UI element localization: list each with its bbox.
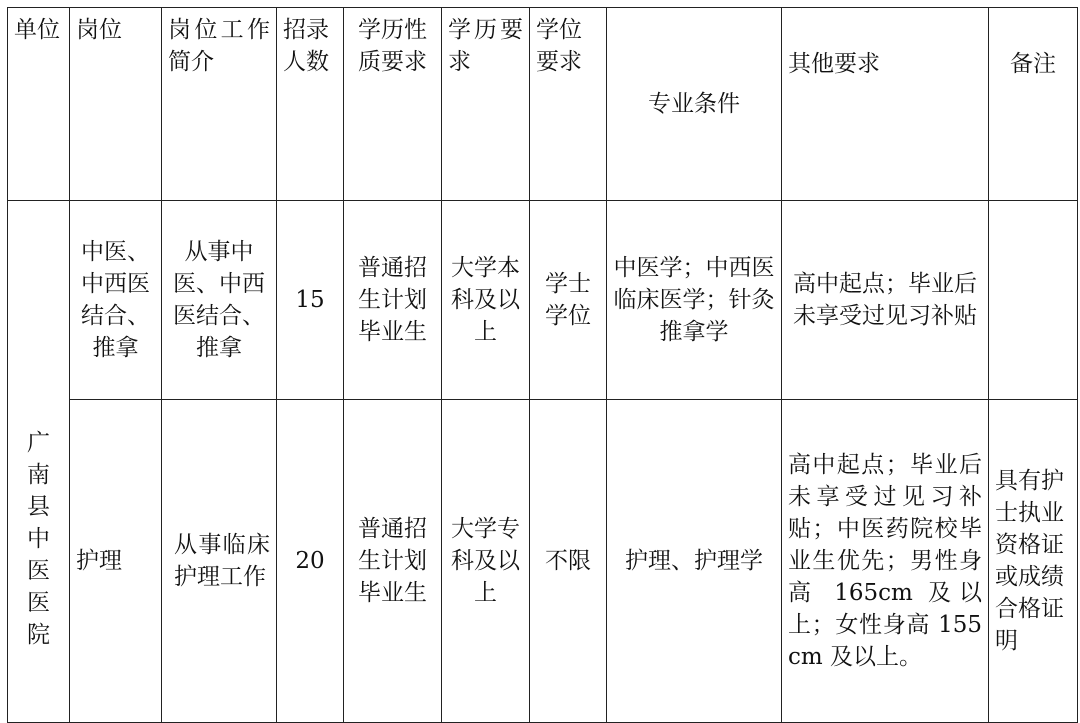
header-unit: 单位 <box>8 8 70 201</box>
count-cell: 15 <box>277 201 344 400</box>
header-other: 其他要求 <box>782 8 989 201</box>
position-cell: 护理 <box>70 400 162 723</box>
header-remark: 备注 <box>989 8 1078 201</box>
degree-req-cell: 不限 <box>530 400 607 723</box>
remark-cell: 具有护士执业资格证或成绩合格证明 <box>989 400 1078 723</box>
edu-nature-cell: 普通招生计划毕业生 <box>344 400 442 723</box>
edu-req-cell: 大学专科及以上 <box>442 400 530 723</box>
header-position: 岗位 <box>70 8 162 201</box>
major-cell: 护理、护理学 <box>607 400 782 723</box>
header-edu-nature: 学历性质要求 <box>344 8 442 201</box>
major-cell: 中医学；中西医临床医学；针灸推拿学 <box>607 201 782 400</box>
other-cell: 高中起点；毕业后未享受过见习补贴；中医药院校毕业生优先；男性身高 165cm 及以上；女性身高 155cm 及以上。 <box>782 400 989 723</box>
job-desc-cell: 从事临床护理工作 <box>162 400 277 723</box>
recruitment-table <box>7 7 1078 723</box>
count-cell: 20 <box>277 400 344 723</box>
job-desc-cell: 从事中医、中西医结合、推拿 <box>162 201 277 400</box>
other-cell: 高中起点；毕业后未享受过见习补贴 <box>782 201 989 400</box>
header-degree-req: 学位要求 <box>530 8 607 201</box>
header-major: 专业条件 <box>607 8 782 201</box>
edu-req-cell: 大学本科及以上 <box>442 201 530 400</box>
position-cell: 中医、中西医结合、推拿 <box>70 201 162 400</box>
remark-cell <box>989 201 1078 400</box>
header-edu-req: 学历要求 <box>442 8 530 201</box>
table-row <box>8 400 1078 723</box>
degree-req-cell: 学士学位 <box>530 201 607 400</box>
unit-cell <box>8 201 70 723</box>
table-row <box>8 201 1078 400</box>
header-job-desc: 岗位工作简介 <box>162 8 277 201</box>
header-row <box>8 8 1078 201</box>
edu-nature-cell: 普通招生计划毕业生 <box>344 201 442 400</box>
header-count: 招录人数 <box>277 8 344 201</box>
unit-name: 广南县中医医院 <box>27 429 50 648</box>
